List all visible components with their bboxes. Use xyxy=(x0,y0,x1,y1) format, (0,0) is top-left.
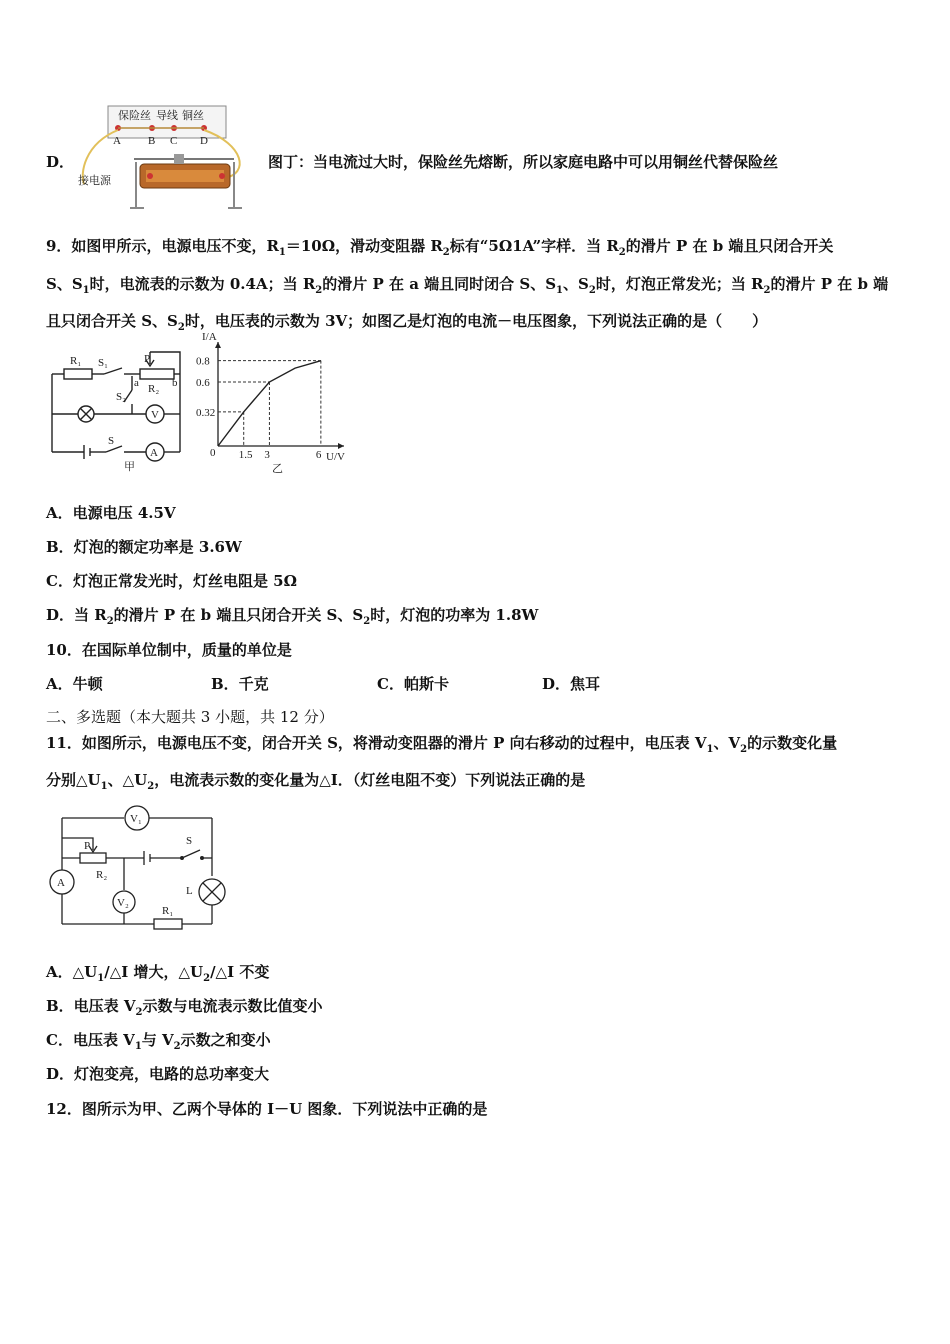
q8-fuse-board-figure xyxy=(74,104,264,216)
q8-option-d-letter: D． xyxy=(46,153,75,171)
svg-text:P: P xyxy=(144,353,151,365)
svg-text:L: L xyxy=(186,885,193,897)
q9-stem-line1: 9．如图甲所示，电源电压不变，$R_1=10\Omega$，滑动变阻器 $R_2$标有“5Ω1A”字样．当 $R_2$的滑片 P 在 b 端且只闭合开关 xyxy=(46,237,834,258)
q11-circuit xyxy=(44,806,244,934)
q10-option-c: C．帕斯卡 xyxy=(377,675,449,693)
y-tick-label: 0.32 xyxy=(196,406,216,419)
section-2-title: 二、多选题（本大题共 3 小题，共 12 分） xyxy=(46,708,334,726)
svg-text:铜丝: 铜丝 xyxy=(182,110,204,122)
origin-label: 0 xyxy=(210,447,216,459)
svg-text:R₂: R₂ xyxy=(96,869,108,881)
x-tick-label: 1.5 xyxy=(238,449,253,461)
svg-text:R₂: R₂ xyxy=(148,383,160,395)
svg-text:S₂: S₂ xyxy=(116,391,126,403)
q9-option-a: A．电源电压 4.5V xyxy=(46,504,176,522)
y-axis-label: I/A xyxy=(202,331,217,343)
svg-text:B: B xyxy=(148,135,156,147)
svg-text:保险丝: 保险丝 xyxy=(118,110,151,122)
svg-text:A: A xyxy=(57,877,65,889)
svg-text:C: C xyxy=(170,135,178,147)
x-tick-label: 3 xyxy=(264,449,270,461)
svg-text:R₁: R₁ xyxy=(162,905,174,917)
svg-text:R₁: R₁ xyxy=(70,355,82,367)
svg-text:V₂: V₂ xyxy=(117,897,129,909)
q9-option-c: C．灯泡正常发光时，灯丝电阻是 5Ω xyxy=(46,572,297,590)
q11-option-d: D．灯泡变亮，电路的总功率变大 xyxy=(46,1065,270,1083)
svg-text:导线: 导线 xyxy=(156,110,178,122)
y-tick-label: 0.8 xyxy=(196,355,210,368)
svg-text:S₁: S₁ xyxy=(98,357,108,369)
q10-option-d: D．焦耳 xyxy=(542,675,601,693)
svg-text:V: V xyxy=(151,409,159,421)
q9-iu-chart xyxy=(196,331,356,478)
q9-circuit-jia xyxy=(44,342,189,472)
q9-option-b: B．灯泡的额定功率是 3.6W xyxy=(46,538,242,556)
q11-option-b: B．电压表 $V_2$示数与电流表示数比值变小 xyxy=(46,997,323,1018)
chart-caption: 乙 xyxy=(272,463,283,475)
svg-text:a: a xyxy=(134,377,139,389)
y-tick-label: 0.6 xyxy=(196,377,210,389)
q10-option-b: B．千克 xyxy=(211,675,269,693)
q9-stem-line3: 且只闭合开关 S、$S_2$时，电压表的示数为 3V；如图乙是灯泡的电流－电压图象，下列说法正确的是（ ） xyxy=(46,312,768,333)
q12-stem: 12．图所示为甲、乙两个导体的 I－U 图象．下列说法中正确的是 xyxy=(46,1100,488,1118)
q11-stem-line1: 11．如图所示，电源电压不变，闭合开关 S，将滑动变阻器的滑片 P 向右移动的过程中，电压表 $V_1$、$V_2$的示数变化量 xyxy=(46,734,838,755)
svg-text:S: S xyxy=(186,835,193,847)
svg-text:b: b xyxy=(172,377,178,389)
q10-option-a: A．牛顿 xyxy=(46,675,103,693)
svg-text:D: D xyxy=(200,135,208,147)
x-tick-label: 6 xyxy=(315,449,322,461)
q9-option-d: D．当 $R_2$的滑片 P 在 b 端且只闭合开关 S、$S_2$时，灯泡的功率为 1.8W xyxy=(46,606,539,627)
svg-text:A: A xyxy=(113,135,121,147)
q10-stem: 10．在国际单位制中，质量的单位是 xyxy=(46,641,292,659)
svg-text:P: P xyxy=(84,840,91,852)
svg-text:接电源: 接电源 xyxy=(78,175,111,187)
x-axis-label: U/V xyxy=(326,451,345,463)
q8-option-d-text: 图丁：当电流过大时，保险丝先熔断，所以家庭电路中可以用铜丝代替保险丝 xyxy=(268,153,779,171)
q11-stem-line2: 分别$\triangle U_1$、$\triangle U_2$，电流表示数的变化量为△I．（灯丝电阻不变）下列说法正确的是 xyxy=(46,771,586,792)
q11-option-c: C．电压表 $V_1$与 $V_2$示数之和变小 xyxy=(46,1031,271,1052)
svg-text:V₁: V₁ xyxy=(130,813,142,825)
svg-text:S: S xyxy=(108,435,115,447)
q9-stem-line2: S、$S_1$时，电流表的示数为 0.4A；当 $R_2$的滑片 P 在 a 端且同时闭合 S、$S_1$、$S_2$时，灯泡正常发光；当 $R_2$的滑片 P 在 b 端 xyxy=(46,275,889,296)
svg-text:A: A xyxy=(150,447,158,459)
svg-text:甲: 甲 xyxy=(124,461,135,473)
x-axis-arrow xyxy=(338,443,344,449)
q11-option-a: A．$\triangle U_1/\triangle I$ 增大，$\triangle U_2/\triangle I$ 不变 xyxy=(46,963,270,984)
